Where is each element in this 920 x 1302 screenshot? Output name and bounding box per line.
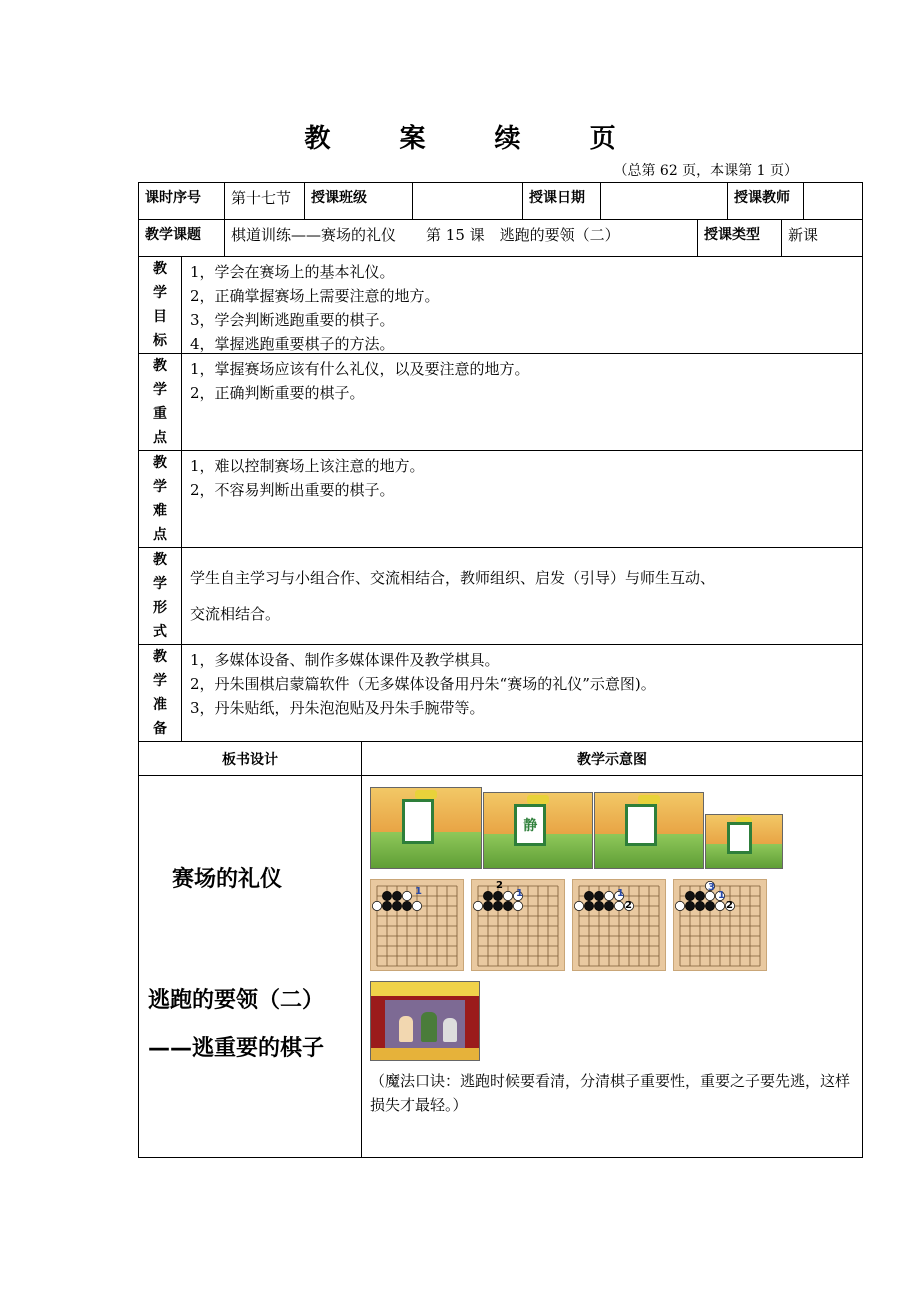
slide-image — [705, 814, 783, 869]
white-stone — [412, 901, 421, 910]
black-stone — [705, 901, 714, 910]
black-stone — [685, 901, 694, 910]
black-stone — [493, 891, 502, 900]
page-counter: （总第 62 页，本课第 1 页） — [613, 163, 798, 179]
topic-row — [139, 220, 862, 257]
white-stone — [503, 891, 512, 900]
label-lesson-no: 课时序号 — [139, 183, 225, 219]
slide-image — [370, 787, 482, 869]
stage-slide-image — [370, 981, 480, 1061]
section-format — [139, 548, 862, 645]
date-value — [601, 183, 728, 219]
page-title: 教 案 续 页 — [304, 124, 646, 154]
section-difficulties — [139, 451, 862, 548]
go-board-diagram — [673, 879, 767, 971]
stone-number: 3 — [708, 882, 715, 893]
go-board-diagram — [471, 879, 565, 971]
white-stone — [513, 901, 522, 910]
black-stone — [392, 901, 401, 910]
label-type: 授课类型 — [698, 220, 782, 256]
black-stone — [483, 901, 492, 910]
black-stone — [382, 891, 391, 900]
go-board-diagram — [370, 879, 464, 971]
white-stone — [715, 901, 724, 910]
white-stone — [372, 901, 381, 910]
blackboard-header: 板书设计 — [139, 742, 362, 775]
slide-board — [625, 804, 657, 846]
topic-value: 棋道训练——赛场的礼仪 第 15 课 逃跑的要领（二） — [225, 220, 698, 256]
section-content: 1，难以控制赛场上该注意的地方。 2，不容易判断出重要的棋子。 — [190, 457, 425, 499]
type-value: 新课 — [788, 226, 819, 244]
white-stone — [473, 901, 482, 910]
board-title-escape: 逃跑的要领（二） — [148, 988, 325, 1013]
section-label: 教 学 难 点 — [139, 451, 182, 547]
black-stone — [695, 891, 704, 900]
black-stone — [493, 901, 502, 910]
black-stone — [685, 891, 694, 900]
section-objectives — [139, 257, 862, 354]
white-stone — [574, 901, 583, 910]
slide-image — [594, 792, 704, 869]
blackboard-cell — [139, 776, 362, 1157]
black-stone — [604, 901, 613, 910]
diagram-header: 教学示意图 — [577, 752, 647, 768]
black-stone — [382, 901, 391, 910]
section-preparation — [139, 645, 862, 742]
go-board-diagram — [572, 879, 666, 971]
section-content: 1，掌握赛场应该有什么礼仪，以及要注意的地方。 2，正确判断重要的棋子。 — [190, 360, 530, 402]
label-class: 授课班级 — [305, 183, 413, 219]
bottom-header-row — [139, 742, 862, 776]
clock-icon — [402, 799, 434, 843]
board-title-important-stones: ——逃重要的棋子 — [148, 1036, 325, 1061]
black-stone — [402, 901, 411, 910]
board-title-etiquette: 赛场的礼仪 — [172, 867, 283, 892]
section-label: 教 学 目 标 — [139, 257, 182, 353]
white-stone — [675, 901, 684, 910]
info-row — [139, 183, 862, 220]
section-label: 教 学 形 式 — [139, 548, 182, 644]
label-topic: 教学课题 — [139, 220, 225, 256]
black-stone — [483, 891, 492, 900]
lesson-no-value: 第十七节 — [225, 183, 305, 219]
stone-number: 1 — [718, 890, 725, 901]
black-stone — [392, 891, 401, 900]
class-value — [413, 183, 523, 219]
stone-number: 1 — [617, 888, 624, 899]
stone-number: 2 — [625, 900, 632, 911]
section-content: 1，学会在赛场上的基本礼仪。 2，正确掌握赛场上需要注意的地方。 3，学会判断逃跑重要的棋子。 4，掌握逃跑重要棋子的方法。 — [190, 263, 440, 353]
black-stone — [584, 891, 593, 900]
label-teacher: 授课教师 — [728, 183, 804, 219]
black-stone — [695, 901, 704, 910]
white-stone — [402, 891, 411, 900]
slide-image — [483, 792, 593, 869]
black-stone — [594, 901, 603, 910]
section-key-points — [139, 354, 862, 451]
magic-rhyme-text: （魔法口诀：逃跑时候要看清，分清棋子重要性，重要之子要先逃，这样损失才最轻。） — [370, 1072, 851, 1114]
stone-number: 1 — [415, 886, 422, 897]
white-stone — [614, 901, 623, 910]
slide-board — [727, 822, 751, 853]
section-content: 学生自主学习与小组合作、交流相结合，教师组织、启发（引导）与师生互动、 交流相结合。 — [190, 569, 716, 623]
stone-number: 2 — [496, 880, 503, 891]
section-label: 教 学 准 备 — [139, 645, 182, 741]
label-date: 授课日期 — [523, 183, 601, 219]
stone-number: 2 — [726, 900, 733, 911]
section-label: 教 学 重 点 — [139, 354, 182, 450]
stone-number: 1 — [516, 888, 523, 899]
slide-quiet-sign: 静 — [514, 804, 546, 846]
white-stone — [604, 891, 613, 900]
black-stone — [594, 891, 603, 900]
teacher-value — [804, 183, 862, 219]
section-content: 1，多媒体设备、制作多媒体课件及教学棋具。 2，丹朱围棋启蒙篇软件（无多媒体设备用丹朱“赛场的礼仪”示意图)。 3，丹朱贴纸，丹朱泡泡贴及丹朱手腕带等。 — [190, 651, 656, 717]
black-stone — [503, 901, 512, 910]
black-stone — [584, 901, 593, 910]
